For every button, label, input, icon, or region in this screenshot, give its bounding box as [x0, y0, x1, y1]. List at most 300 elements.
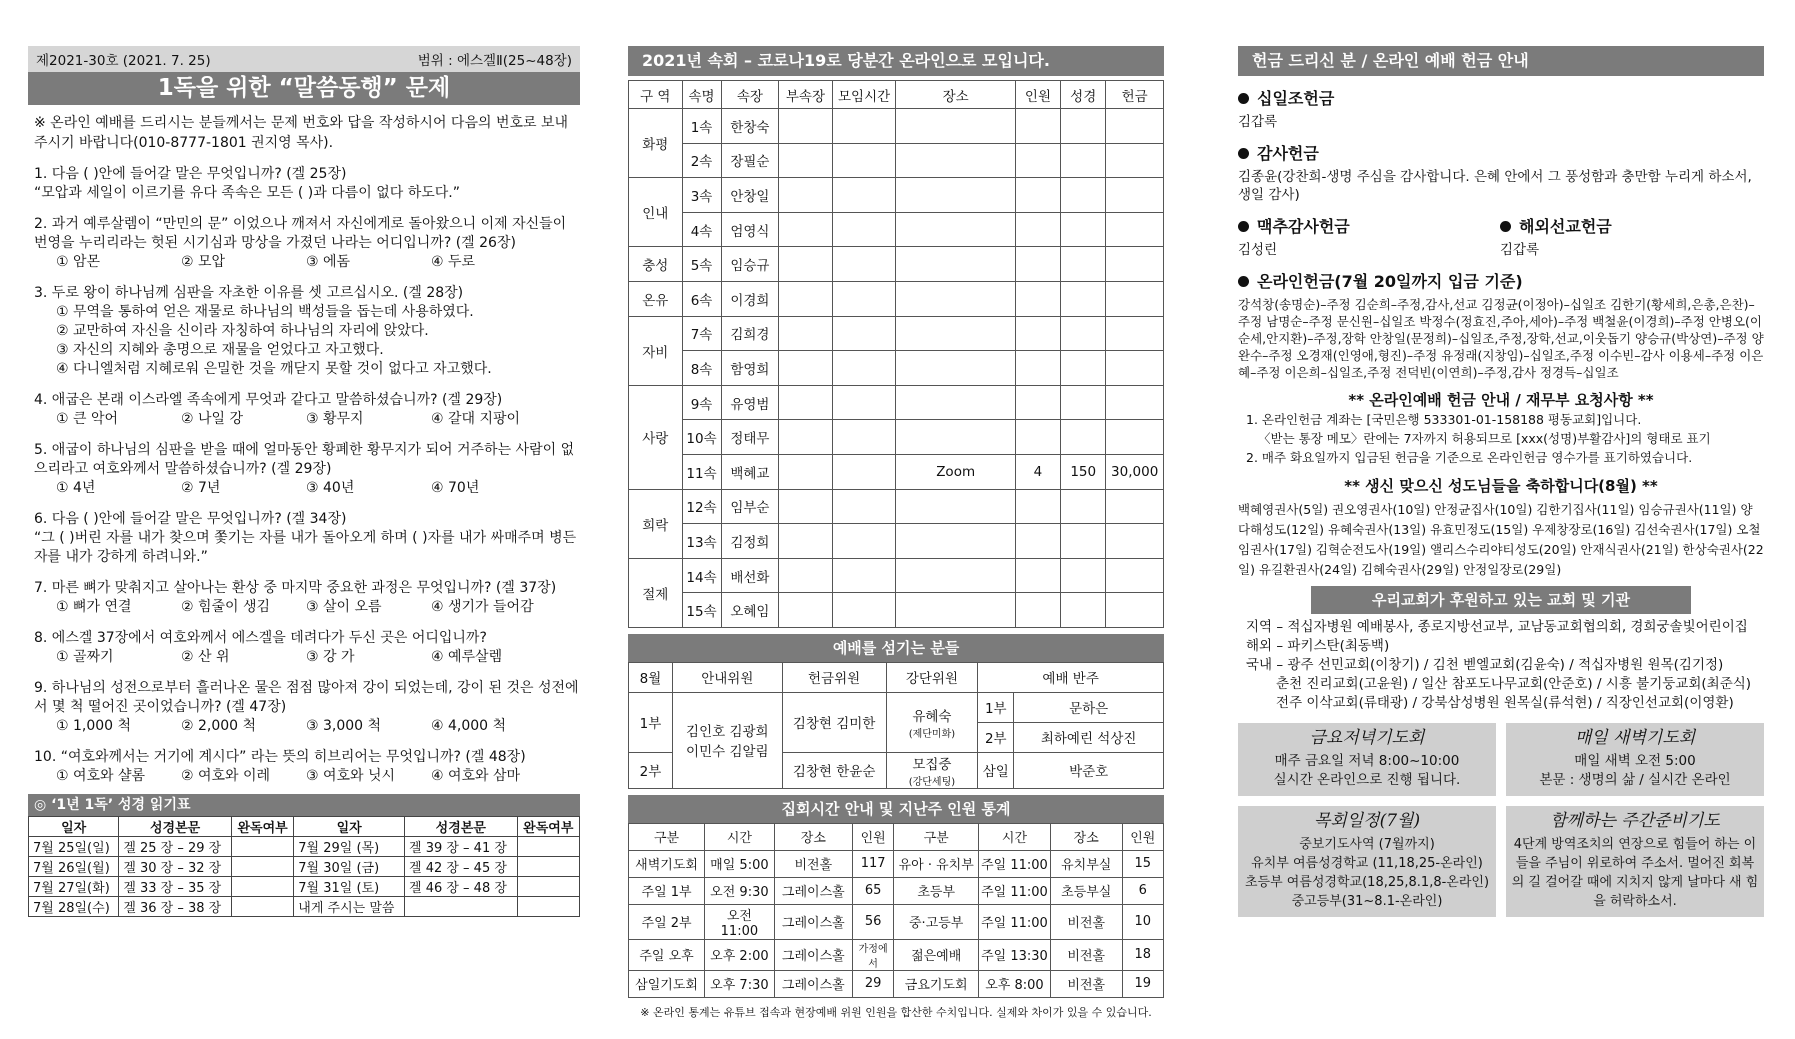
- question: [28, 510, 580, 567]
- cell-number: 10속: [682, 420, 721, 455]
- offering-amount: [1106, 351, 1164, 386]
- cell-leader: 임승규: [721, 247, 779, 282]
- option: ④ 갈대 지팡이: [431, 411, 521, 427]
- stats-header: 장소: [1050, 823, 1122, 850]
- cell-number: 6속: [682, 281, 721, 316]
- bible-count: [1061, 524, 1106, 559]
- stats-cell: 65: [852, 877, 893, 904]
- servers-header: 안내위원: [672, 662, 782, 692]
- birthday-heading: ** 생신 맞으신 성도님들을 축하합니다(8월) **: [1344, 477, 1658, 495]
- stats-cell: 초등부: [894, 877, 979, 904]
- stats-cell: 오후 7:30: [705, 970, 775, 997]
- bullet-icon: [1500, 221, 1511, 232]
- table-row: [29, 877, 580, 897]
- question-text: 3. 두로 왕이 하나님께 심판을 자초한 이유를 셋 고르십시오. (겔 28장): [34, 285, 464, 301]
- table-row: [629, 558, 1164, 593]
- reading-cell: 7월 28일(수): [29, 897, 119, 917]
- question: [28, 748, 580, 786]
- question-options: [34, 253, 580, 272]
- bible-count: [1061, 178, 1106, 213]
- meeting-place: [896, 593, 1015, 628]
- harvest-mission-row: [1238, 204, 1764, 259]
- cell-leader: 백혜교: [721, 454, 779, 489]
- offering-names: 김창현 김미한: [782, 692, 886, 752]
- question-options: [34, 598, 580, 617]
- reading-header: 일자: [294, 817, 405, 837]
- question-text: 9. 하나님의 성전으로부터 흘러나온 물은 점점 많아져 강이 되었는데, 강이 된 것은 성전에서 몇 척 떨어진 곳이었습니까? (겔 47장): [34, 680, 579, 715]
- sub-leader: [779, 420, 833, 455]
- question-text: 7. 마른 뼈가 맞춰지고 살아나는 환상 중 마지막 중요한 과정은 무엇입니까? (겔 37장): [34, 580, 557, 596]
- group-header: 구 역: [629, 81, 683, 109]
- cell-leader: 임부순: [721, 489, 779, 524]
- stats-cell: 15: [1122, 850, 1163, 877]
- offering-amount: [1106, 143, 1164, 178]
- heading-text: 맥추감사헌금: [1257, 217, 1350, 236]
- reading-cell: 겔 42 장 – 45 장: [405, 857, 518, 877]
- cell-number: 14속: [682, 558, 721, 593]
- meeting-time: [832, 524, 896, 559]
- reading-header: 성경본문: [405, 817, 518, 837]
- question-options: [34, 479, 580, 498]
- reading-cell: [231, 897, 293, 917]
- birthday-list: 백혜영권사(5일) 권오영권사(10일) 안정균집사(10일) 김한기집사(11일) 임승규권사(11일) 양다해성도(12일) 유혜숙권사(13일) 유효민정도(15일) 우제창장로(16일) 김선숙권사(17일) 오철임권사(17일) 김혁순전도사(19일) 앨리스수리야티성도(20일) 안재식권사(21일) 한상숙권사(22일) 유길환권사(24일) 김혜숙권사(29일) 안정일장로(29일): [1238, 502, 1764, 577]
- weekly-prayer-box: [1506, 806, 1764, 917]
- option: ② 모압: [181, 254, 226, 270]
- stats-cell: 중·고등부: [894, 904, 979, 939]
- bible-count: 150: [1061, 454, 1106, 489]
- service-part: 1부: [629, 692, 673, 752]
- quiz-column: [28, 46, 580, 917]
- cell-leader: 오혜임: [721, 593, 779, 628]
- bible-count: [1061, 593, 1106, 628]
- heading-text: 온라인헌금(7월 20일까지 입금 기준): [1257, 272, 1523, 291]
- reading-cell: 겔 33 장 – 35 장: [119, 877, 232, 897]
- option: ① 무역을 통하여 얻은 재물로 하나님의 백성들을 돕는데 사용하였다.: [56, 304, 474, 320]
- box-title: 목회일정(7월): [1313, 811, 1421, 831]
- group-header: 부속장: [779, 81, 833, 109]
- harvest-heading: [1238, 214, 1500, 237]
- meeting-time: [832, 593, 896, 628]
- cell-number: 8속: [682, 351, 721, 386]
- bible-count: [1061, 351, 1106, 386]
- question-text: 6. 다음 ( )안에 들어갈 말은 무엇입니까? (겔 34장) “그 ( )버린 자를 내가 찾으며 쫓기는 자를 내가 돌아오게 하며 ( )자를 내가 싸매주며 병든 자를 내가 강하게 하려니와.”: [34, 511, 577, 565]
- stats-note: ※ 온라인 통계는 유튜브 접속과 현장예배 위원 인원을 합산한 수치입니다. 실제와 차이가 있을 수 있습니다.: [640, 1005, 1152, 1019]
- reading-cell: [517, 857, 579, 877]
- option: ① 골짜기: [56, 649, 114, 665]
- question: [28, 165, 580, 203]
- cell-number: 5속: [682, 247, 721, 282]
- sub-leader: [779, 143, 833, 178]
- reading-header: 완독여부: [517, 817, 579, 837]
- option: ④ 여호와 삼마: [431, 768, 521, 784]
- meeting-place: [896, 558, 1015, 593]
- cell-number: 12속: [682, 489, 721, 524]
- option: ④ 다니엘처럼 지혜로워 은밀한 것을 깨닫지 못할 것이 없다고 자고했다.: [56, 361, 492, 377]
- question-text: 10. “여호와께서는 거기에 계시다” 라는 뜻의 히브리어는 무엇입니까? (겔 48장): [34, 749, 526, 765]
- option: ③ 여호와 닛시: [306, 768, 396, 784]
- box-title: 함께하는 주간준비기도: [1550, 811, 1720, 831]
- question: [28, 441, 580, 498]
- bible-count: [1061, 281, 1106, 316]
- stats-cell: 주일 11:00: [979, 904, 1051, 939]
- attendance: [1015, 247, 1060, 282]
- option: ① 뼈가 연결: [56, 599, 132, 615]
- option: ① 1,000 척: [56, 718, 132, 734]
- meeting-time: [832, 558, 896, 593]
- cell-leader: 정태무: [721, 420, 779, 455]
- stats-cell: 유치부실: [1050, 850, 1122, 877]
- attendance: [1015, 281, 1060, 316]
- question: [28, 215, 580, 272]
- offering-amount: [1106, 212, 1164, 247]
- guide-heading: ** 온라인예배 헌금 안내 / 재무부 요청사항 **: [1348, 391, 1654, 409]
- table-row: [629, 212, 1164, 247]
- sub-leader: [779, 212, 833, 247]
- reading-cell: 내게 주시는 말씀: [294, 897, 405, 917]
- cell-number: 15속: [682, 593, 721, 628]
- meeting-place: [896, 420, 1015, 455]
- reading-cell: 7월 29일 (목): [294, 837, 405, 857]
- support-title: 우리교회가 후원하고 있는 교회 및 기관: [1311, 586, 1691, 614]
- offering-amount: [1106, 247, 1164, 282]
- stats-cell: 비전홀: [1050, 904, 1122, 939]
- reading-cell: [517, 897, 579, 917]
- bible-count: [1061, 109, 1106, 144]
- servers-header: 예배 반주: [978, 662, 1164, 692]
- attendance: [1015, 143, 1060, 178]
- meeting-place: [896, 316, 1015, 351]
- stats-header: 인원: [1122, 823, 1163, 850]
- area-name: 절제: [629, 558, 683, 627]
- servers-title: 예배를 섬기는 분들: [628, 634, 1164, 662]
- table-row: [629, 524, 1164, 559]
- tithe-names: 김갑록: [1238, 114, 1278, 130]
- attendance: [1015, 385, 1060, 420]
- stats-table: [628, 823, 1164, 998]
- cell-group-title: 2021년 속회 – 코로나19로 당분간 온라인으로 모입니다.: [628, 46, 1164, 76]
- option: ② 교만하여 자신을 신이라 자칭하여 하나님의 자리에 앉았다.: [56, 323, 429, 339]
- quiz-notice: ※ 온라인 예배를 드리시는 분들께서는 문제 번호와 답을 작성하시어 다음의 번호로 보내주시기 바랍니다(010-8777-1801 권지영 목사).: [34, 115, 569, 151]
- option: ② 7년: [181, 480, 221, 496]
- option: ④ 두로: [431, 254, 476, 270]
- question: [28, 284, 580, 379]
- mission-names: 김갑록: [1500, 242, 1540, 258]
- option: ④ 생기가 들어감: [431, 599, 534, 615]
- reading-cell: 7월 25일(일): [29, 837, 119, 857]
- table-row: [629, 454, 1164, 489]
- meeting-time: [832, 316, 896, 351]
- meeting-time: [832, 420, 896, 455]
- sub-leader: [779, 178, 833, 213]
- attendance: [1015, 316, 1060, 351]
- table-row: [629, 178, 1164, 213]
- area-name: 자비: [629, 316, 683, 385]
- cell-leader: 장필순: [721, 143, 779, 178]
- stats-cell: 117: [852, 850, 893, 877]
- question-text: 5. 애굽이 하나님의 심판을 받을 때에 얼마동안 황폐한 황무지가 되어 거주하는 사람이 없으리라고 여호와께서 말씀하셨습니까? (겔 29장): [34, 442, 575, 477]
- table-row: [629, 109, 1164, 144]
- offering-title: 헌금 드리신 분 / 온라인 예배 헌금 안내: [1238, 46, 1764, 76]
- offering-column: [1238, 46, 1764, 917]
- sub-leader: [779, 454, 833, 489]
- accomp-name: 문하은: [1014, 692, 1164, 722]
- cell-number: 2속: [682, 143, 721, 178]
- option: ③ 에돔: [306, 254, 351, 270]
- sub-leader: [779, 489, 833, 524]
- table-row: [29, 857, 580, 877]
- sub-leader: [779, 385, 833, 420]
- reading-cell: 7월 31일 (토): [294, 877, 405, 897]
- cell-number: 9속: [682, 385, 721, 420]
- stats-cell: 비전홀: [774, 850, 852, 877]
- option: ③ 40년: [306, 480, 355, 496]
- thanks-heading: [1238, 141, 1764, 164]
- stats-header: 구분: [629, 823, 705, 850]
- reading-cell: [517, 877, 579, 897]
- cell-leader: 함영희: [721, 351, 779, 386]
- option: ② 산 위: [181, 649, 230, 665]
- meeting-time: [832, 454, 896, 489]
- altar-name: 모집중: [912, 756, 952, 773]
- bible-count: [1061, 247, 1106, 282]
- attendance: [1015, 351, 1060, 386]
- info-boxes: [1238, 723, 1764, 917]
- question: [28, 679, 580, 736]
- cell-leader: 이경희: [721, 281, 779, 316]
- stats-cell: 56: [852, 904, 893, 939]
- guide-line: 1. 온라인헌금 계좌는 [국민은행 533301-01-158188 평동교회]입니다.: [1246, 412, 1642, 427]
- attendance: [1015, 524, 1060, 559]
- meeting-time: [832, 143, 896, 178]
- heading-text: 감사헌금: [1257, 144, 1319, 163]
- meeting-time: [832, 385, 896, 420]
- quiz-range: 범위 : 에스겔Ⅱ(25~48장): [417, 53, 572, 69]
- option: ② 나일 강: [181, 411, 244, 427]
- area-name: 충성: [629, 247, 683, 282]
- quiz-title: 1독을 위한 “말씀동행” 문제: [28, 72, 580, 105]
- cell-leader: 배선화: [721, 558, 779, 593]
- stats-header: 시간: [705, 823, 775, 850]
- support-line: 국내 – 광주 선민교회(이창기) / 김천 벧엘교회(김윤숙) / 적십자병원 원목(김기정): [1246, 657, 1724, 673]
- area-name: 희락: [629, 489, 683, 558]
- stats-header: 시간: [979, 823, 1051, 850]
- stats-cell: 그레이스홀: [774, 970, 852, 997]
- attendance: [1015, 489, 1060, 524]
- cell-leader: 안창일: [721, 178, 779, 213]
- stats-cell: 오후 2:00: [705, 939, 775, 970]
- reading-cell: 7월 27일(화): [29, 877, 119, 897]
- heading-text: 십일조헌금: [1257, 89, 1335, 108]
- cell-leader: 한창숙: [721, 109, 779, 144]
- reading-cell: [231, 837, 293, 857]
- accomp-part: 삼일: [978, 752, 1014, 788]
- cell-leader: 김희경: [721, 316, 779, 351]
- attendance: [1015, 420, 1060, 455]
- altar-role: (제단미화): [908, 728, 956, 740]
- cell-number: 11속: [682, 454, 721, 489]
- meeting-time: [832, 178, 896, 213]
- cell-number: 4속: [682, 212, 721, 247]
- meeting-place: [896, 351, 1015, 386]
- altar-2: [886, 752, 978, 788]
- offering-amount: [1106, 558, 1164, 593]
- stats-cell: 오후 8:00: [979, 970, 1051, 997]
- cell-leader: 김정희: [721, 524, 779, 559]
- offering-amount: [1106, 420, 1164, 455]
- offering-amount: [1106, 489, 1164, 524]
- reading-cell: [231, 877, 293, 897]
- bible-count: [1061, 143, 1106, 178]
- meeting-time: [832, 109, 896, 144]
- support-line: 지역 – 적십자병원 예배봉사, 종로지방선교부, 교남동교회협의회, 경희궁솔빛어린이집: [1246, 619, 1748, 635]
- option: ③ 자신의 지혜와 총명으로 재물을 얻었다고 자고했다.: [56, 342, 384, 358]
- option: ② 힘줄이 생김: [181, 599, 271, 615]
- table-row: [629, 877, 1164, 904]
- option: ① 여호와 샬롬: [56, 768, 146, 784]
- friday-prayer-box: [1238, 723, 1496, 796]
- meeting-place: Zoom: [896, 454, 1015, 489]
- reading-cell: 겔 46 장 – 48 장: [405, 877, 518, 897]
- meeting-place: [896, 143, 1015, 178]
- servers-header: 강단위원: [886, 662, 978, 692]
- support-line: 전주 이삭교회(류태광) / 강북삼성병원 원목실(류석현) / 직장인선교회(이영환): [1246, 695, 1734, 711]
- option: ③ 살이 오름: [306, 599, 382, 615]
- bible-count: [1061, 489, 1106, 524]
- dawn-prayer-box: [1506, 723, 1764, 796]
- option: ④ 4,000 척: [431, 718, 507, 734]
- stats-cell: 초등부실: [1050, 877, 1122, 904]
- attendance: [1015, 558, 1060, 593]
- meeting-place: [896, 489, 1015, 524]
- cell-number: 7속: [682, 316, 721, 351]
- reading-header: 완독여부: [231, 817, 293, 837]
- reading-cell: 겔 25 장 – 29 장: [119, 837, 232, 857]
- guide-line: 2. 매주 화요일까지 입금된 헌금을 기준으로 온라인헌금 영수가를 표기하였습니다.: [1246, 450, 1693, 465]
- bible-count: [1061, 385, 1106, 420]
- question-options: [34, 717, 580, 736]
- question-text: 2. 과거 예루살렘이 “만민의 문” 이었으나 깨져서 자신에게로 돌아왔으니 이제 자신들이 번영을 누리리라는 헛된 시기심과 망상을 가졌던 나라는 어디입니까? (겔 26장): [34, 216, 567, 251]
- heading-text: 해외선교헌금: [1519, 217, 1612, 236]
- option: ③ 강 가: [306, 649, 355, 665]
- meeting-place: [896, 524, 1015, 559]
- stats-cell: 그레이스홀: [774, 904, 852, 939]
- area-name: 화평: [629, 109, 683, 178]
- bible-count: [1061, 212, 1106, 247]
- option: ① 암몬: [56, 254, 101, 270]
- servers-header: 헌금위원: [782, 662, 886, 692]
- reading-cell: [231, 857, 293, 877]
- bullet-icon: [1238, 221, 1249, 232]
- sub-leader: [779, 281, 833, 316]
- offering-amount: [1106, 593, 1164, 628]
- reading-cell: 겔 39 장 – 41 장: [405, 837, 518, 857]
- box-text: 매주 금요일 저녁 8:00~10:00 실시간 온라인으로 진행 됩니다.: [1273, 753, 1461, 788]
- stats-cell: 매일 5:00: [705, 850, 775, 877]
- box-title: 매일 새벽기도회: [1574, 728, 1696, 748]
- issue-header: [28, 46, 580, 72]
- offering-amount: [1106, 281, 1164, 316]
- meeting-place: [896, 212, 1015, 247]
- support-line: 해외 – 파키스탄(최동백): [1246, 638, 1390, 654]
- attendance: [1015, 212, 1060, 247]
- option: ② 2,000 척: [181, 718, 257, 734]
- bible-count: [1061, 558, 1106, 593]
- box-title: 금요저녁기도회: [1309, 728, 1425, 748]
- meeting-place: [896, 281, 1015, 316]
- box-text: 매일 새벽 오전 5:00 본문 : 생명의 삶 / 실시간 온라인: [1539, 753, 1731, 788]
- cell-leader: 유영범: [721, 385, 779, 420]
- table-row: [629, 939, 1164, 970]
- group-header: 모임시간: [832, 81, 896, 109]
- stats-cell: 새벽기도회: [629, 850, 705, 877]
- box-text: 4단계 방역조치의 연장으로 힘들어 하는 이들을 주님이 위로하여 주소서. 멀어진 회복의 길 걸어갈 때에 지치지 않게 날마다 새 힘을 허락하소서.: [1511, 837, 1759, 909]
- stats-cell: 10: [1122, 904, 1163, 939]
- area-name: 인내: [629, 178, 683, 247]
- accomp-part: 2부: [978, 722, 1014, 752]
- table-row: [629, 281, 1164, 316]
- option: ② 여호와 이레: [181, 768, 271, 784]
- stats-cell: 유아 · 유치부: [894, 850, 979, 877]
- meeting-place: [896, 385, 1015, 420]
- stats-cell: 삼일기도회: [629, 970, 705, 997]
- stats-cell: 18: [1122, 939, 1163, 970]
- group-header: 속명: [682, 81, 721, 109]
- stats-cell: 그레이스홀: [774, 939, 852, 970]
- question-list: [28, 165, 580, 786]
- stats-cell: 주일 11:00: [979, 877, 1051, 904]
- offering-names: 김창현 한윤순: [782, 752, 886, 788]
- sub-leader: [779, 109, 833, 144]
- stats-cell: 오전 11:00: [705, 904, 775, 939]
- online-heading: [1238, 269, 1764, 292]
- table-row: [629, 489, 1164, 524]
- option: ① 큰 악어: [56, 411, 119, 427]
- stats-cell: 젊은예배: [894, 939, 979, 970]
- attendance: [1015, 109, 1060, 144]
- schedule-box: [1238, 806, 1496, 917]
- option: ④ 예루살렘: [431, 649, 503, 665]
- area-name: 온유: [629, 281, 683, 316]
- box-text: 중보기도사역 (7월까지) 유치부 여름성경학교 (11,18,25-온라인) 초등부 여름성경학교(18,25,8.1,8-온라인) 중고등부(31~8.1-온라인): [1244, 837, 1490, 909]
- attendance: [1015, 178, 1060, 213]
- meeting-time: [832, 247, 896, 282]
- question-options: [34, 648, 580, 667]
- servers-month: 8월: [629, 662, 673, 692]
- table-row: [629, 385, 1164, 420]
- bible-count: [1061, 420, 1106, 455]
- table-row: [629, 593, 1164, 628]
- table-row: [629, 904, 1164, 939]
- mission-heading: [1500, 214, 1612, 237]
- meeting-place: [896, 109, 1015, 144]
- bullet-icon: [1238, 276, 1249, 287]
- question: [28, 391, 580, 429]
- group-header: 인원: [1015, 81, 1060, 109]
- stats-cell: 주일 1부: [629, 877, 705, 904]
- table-row: [629, 850, 1164, 877]
- reading-plan-title: ◎ ‘1년 1독’ 성경 읽기표: [28, 794, 580, 816]
- cell-leader: 엄영식: [721, 212, 779, 247]
- attendance: [1015, 593, 1060, 628]
- reading-cell: 겔 30 장 – 32 장: [119, 857, 232, 877]
- table-row: [29, 897, 580, 917]
- table-row: [629, 351, 1164, 386]
- group-header: 성경: [1061, 81, 1106, 109]
- meeting-time: [832, 281, 896, 316]
- service-part: 2부: [629, 752, 673, 788]
- support-line: 춘천 진리교회(고윤원) / 일산 참포도나무교회(안준호) / 시흥 불기둥교회(최준식): [1246, 676, 1752, 692]
- cell-number: 1속: [682, 109, 721, 144]
